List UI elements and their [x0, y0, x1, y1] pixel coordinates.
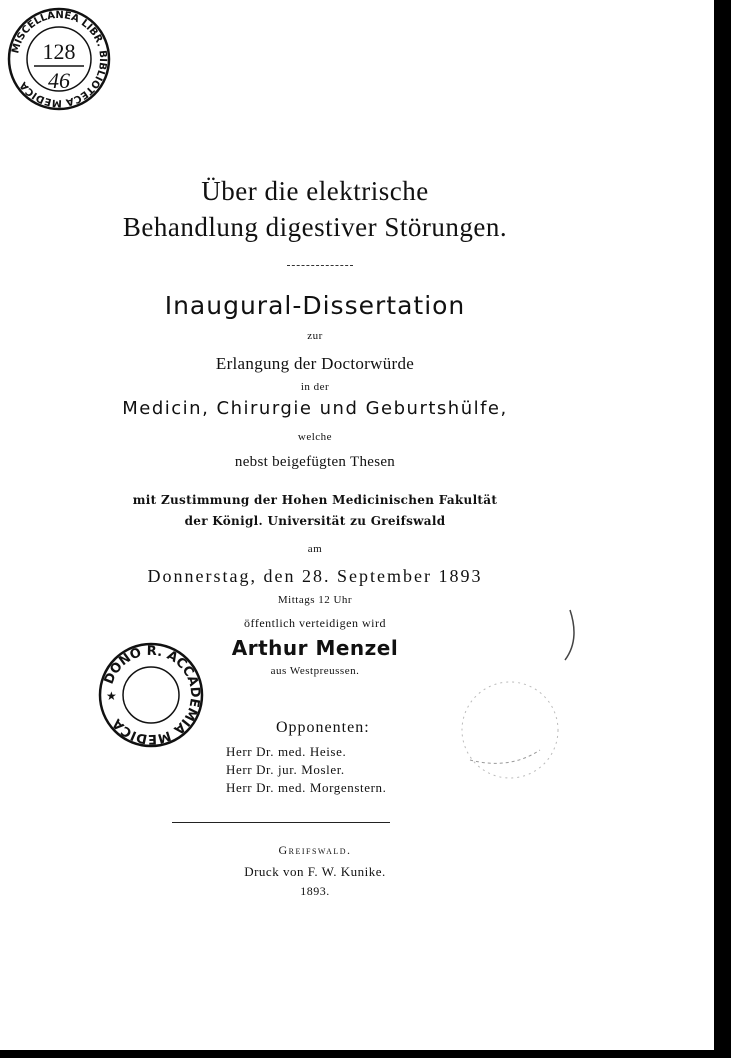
title-line-1: Über die elektrische: [201, 176, 429, 206]
time-text: Mittags 12 Uhr: [277, 594, 353, 606]
am-text: am: [307, 543, 323, 555]
universitaet-text: der Königl. Universität zu Greifswald: [184, 514, 446, 528]
star-icon: ★: [106, 689, 117, 703]
page-edge-right: [717, 0, 731, 1058]
in-der-text: in der: [300, 381, 330, 393]
erlangung-text: Erlangung der Doctorwürde: [215, 354, 415, 373]
zustimmung-text: mit Zustimmung der Hohen Medicinischen Fakultät: [132, 493, 498, 507]
academy-stamp-ring-text: DONO R. ACCADEMIA MEDICA: [101, 643, 203, 747]
opponent-item: Herr Dr. jur. Mosler.: [226, 762, 345, 777]
origin-text: aus Westpreussen.: [270, 665, 360, 677]
faint-stamp-trace: [420, 600, 590, 790]
thesen-text: nebst beigefügten Thesen: [234, 454, 396, 470]
welche-text: welche: [297, 431, 333, 443]
dissertation-heading: Inaugural-Dissertation: [164, 291, 466, 320]
library-stamp-number-top: 128: [42, 39, 76, 64]
page-edge-bottom: [0, 1050, 731, 1058]
author-name: Arthur Menzel: [231, 636, 399, 660]
imprint-year: 1893.: [300, 884, 330, 898]
library-stamp-ring-text: MISCELLANEA LIBR. BIBLIOTECA MEDICA: [10, 9, 109, 109]
imprint-city: Greifswald.: [278, 843, 352, 857]
verteidigen-text: öffentlich verteidigen wird: [244, 616, 386, 630]
imprint-printer: Druck von F. W. Kunike.: [244, 864, 386, 879]
faculty-text: Medicin, Chirurgie und Geburtshülfe,: [122, 398, 508, 419]
academy-stamp: [96, 640, 206, 750]
zur-text: zur: [307, 330, 323, 342]
title-divider: [287, 265, 353, 266]
opponent-item: Herr Dr. med. Heise.: [226, 744, 347, 759]
imprint-divider: [172, 822, 390, 823]
opponent-item: Herr Dr. med. Morgenstern.: [226, 780, 387, 795]
library-stamp: [4, 4, 114, 114]
opponents-title: Opponenten:: [276, 719, 370, 736]
title-line-2: Behandlung digestiver Störungen.: [122, 212, 508, 242]
library-stamp-number-bottom: 46: [48, 68, 70, 93]
date-text: Donnerstag, den 28. September 1893: [147, 566, 483, 586]
